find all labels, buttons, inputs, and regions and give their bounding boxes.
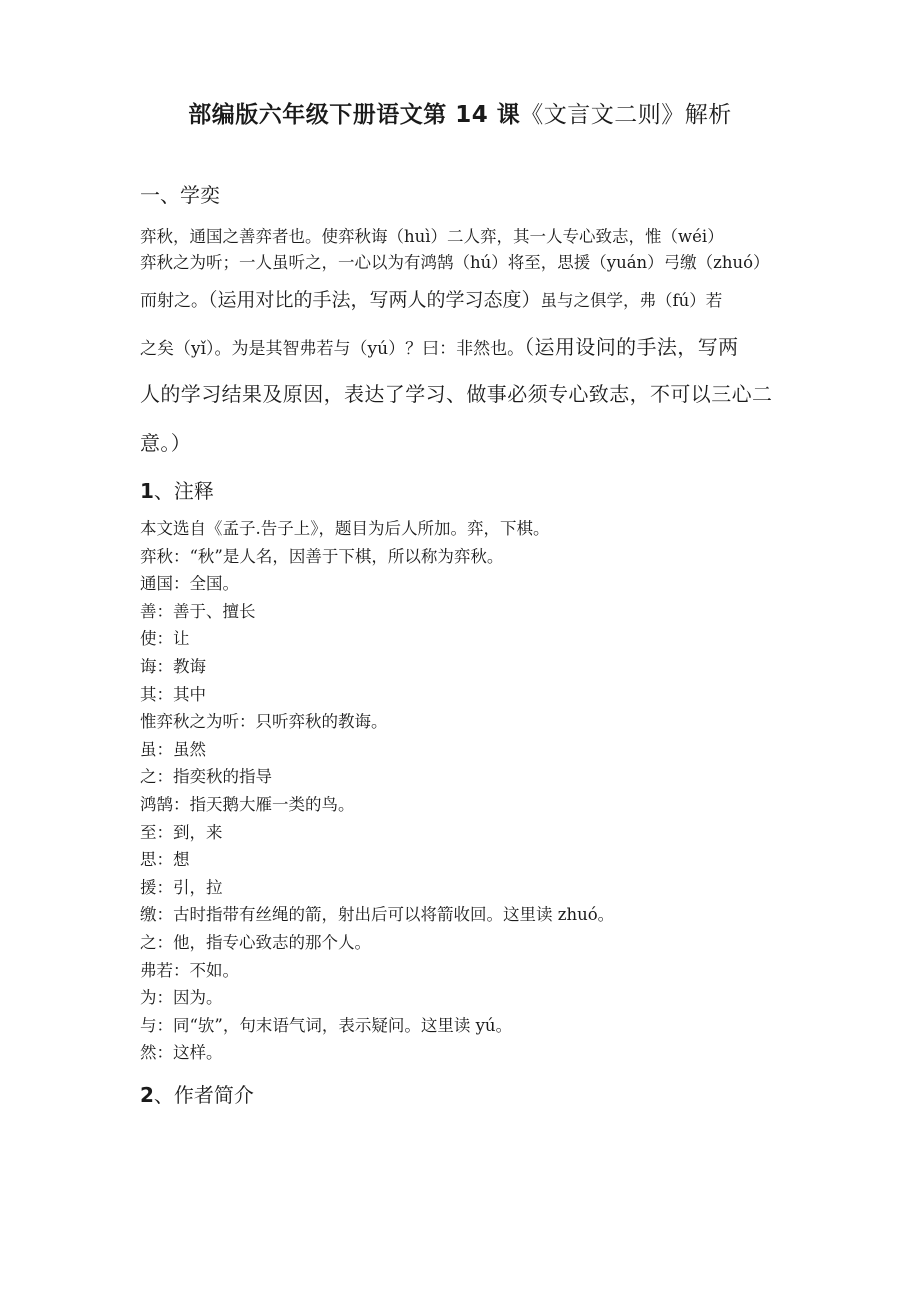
note-item: 通国：全国。 (140, 574, 239, 594)
note-item: 至：到，来 (140, 822, 223, 842)
note-item: 弗若：不如。 (140, 960, 239, 980)
author-heading-text: 、作者简介 (153, 1083, 254, 1107)
note-item: 之：指奕秋的指导 (140, 767, 272, 787)
passage-line-4-start: 之矣（yǐ）。为是其智弗若与（yú）？曰：非然也。 (140, 339, 525, 359)
notes-heading-text: 、注释 (153, 479, 214, 503)
note-item: 与：同“欤”，句末语气词，表示疑问。这里读 yú。 (140, 1015, 513, 1035)
notes-heading (140, 475, 214, 504)
passage-line-3-end: 虽与之俱学，弗（fú）若 (540, 291, 723, 310)
note-item: 本文选自《孟子.告子上》，题目为后人所加。弈，下棋。 (140, 519, 550, 538)
note-item: 缴：古时指带有丝绳的箭，射出后可以将箭收回。这里读 zhuó。 (140, 905, 615, 925)
note-item: 援：引，拉 (140, 877, 223, 897)
author-heading-number: 2 (140, 1083, 154, 1107)
notes-list (140, 515, 614, 1067)
note-item: 弈秋：“秋”是人名，因善于下棋，所以称为弈秋。 (140, 546, 504, 566)
passage-line-2: 弈秋之为听；一人虽听之，一心以为有鸿鹄（hú）将至，思援（yuán）弓缴（zhuó） (140, 253, 770, 272)
passage-line-3-start: 而射之。 (140, 291, 208, 311)
passage-line-3 (140, 285, 722, 312)
note-item: 善：善于、擅长 (140, 601, 256, 621)
passage-line-1: 弈秋，通国之善弈者也。使弈秋诲（huì）二人弈，其一人专心致志，惟（wéi） (140, 227, 724, 246)
note-item: 虽：虽然 (140, 739, 206, 759)
section-heading: 一、学奕 (140, 183, 220, 207)
note-item: 为：因为。 (140, 988, 223, 1008)
note-item: 之：他，指专心致志的那个人。 (140, 932, 371, 952)
note-item: 鸿鹄：指天鹅大雁一类的鸟。 (140, 794, 355, 814)
passage-annotation-question: （运用设问的手法，写两 (524, 335, 739, 359)
passage-line-4 (140, 331, 739, 360)
note-item: 使：让 (140, 629, 190, 649)
note-item: 然：这样。 (140, 1043, 223, 1063)
note-item: 思：想 (140, 850, 190, 870)
title-bold-part: 部编版六年级下册语文第 14 课 (188, 102, 521, 128)
document-title (0, 96, 920, 129)
passage-line-6: 意。） (140, 431, 192, 455)
notes-heading-number: 1 (140, 479, 154, 503)
note-item: 惟弈秋之为听：只听弈秋的教诲。 (140, 712, 388, 732)
note-item: 诲：教诲 (140, 656, 206, 676)
title-rest-part: 《文言文二则》解析 (520, 102, 732, 128)
passage-line-5: 人的学习结果及原因，表达了学习、做事必须专心致志，不可以三心二 (140, 382, 773, 406)
note-item: 其：其中 (140, 684, 206, 704)
passage-annotation-contrast: （运用对比的手法，写两人的学习态度） (208, 289, 541, 311)
author-heading (140, 1079, 254, 1108)
